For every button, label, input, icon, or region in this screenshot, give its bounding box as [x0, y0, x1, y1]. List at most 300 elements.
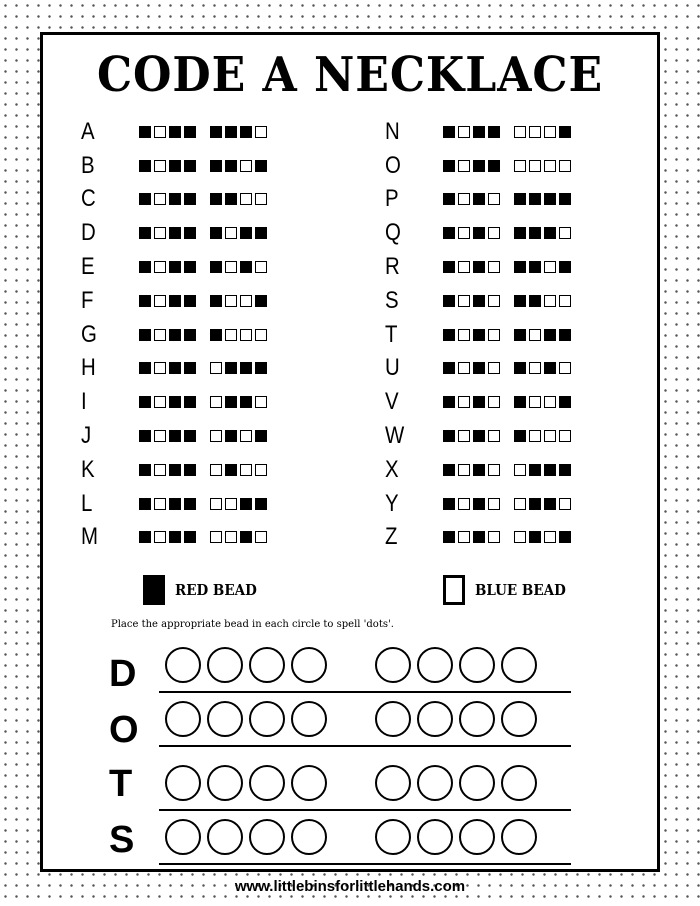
- bead-group: [210, 430, 267, 442]
- red-bead-square: [473, 531, 485, 543]
- blue-bead-square: [255, 193, 267, 205]
- bead-group: [443, 329, 500, 341]
- writing-line: [159, 809, 571, 811]
- red-bead-square: [529, 498, 541, 510]
- red-bead-square: [488, 126, 500, 138]
- red-bead-square: [169, 362, 181, 374]
- red-bead-square: [225, 464, 237, 476]
- blue-bead-square: [240, 193, 252, 205]
- red-bead-square: [225, 396, 237, 408]
- blue-bead-square: [559, 227, 571, 239]
- bead-circle[interactable]: [291, 701, 327, 737]
- blue-bead-square: [154, 464, 166, 476]
- blue-bead-square: [255, 396, 267, 408]
- blue-bead-square: [458, 261, 470, 273]
- blue-bead-square: [154, 295, 166, 307]
- bead-circle[interactable]: [291, 765, 327, 801]
- blue-bead-square: [488, 227, 500, 239]
- red-bead-square: [255, 160, 267, 172]
- code-row-e: [81, 250, 341, 284]
- red-bead-square: [559, 261, 571, 273]
- writing-line: [159, 691, 571, 693]
- bead-group: [210, 396, 267, 408]
- bead-circle[interactable]: [417, 701, 453, 737]
- red-bead-square: [473, 464, 485, 476]
- blue-bead-square: [225, 329, 237, 341]
- blue-bead-square: [240, 329, 252, 341]
- bead-group: [514, 126, 571, 138]
- bead-circle[interactable]: [375, 701, 411, 737]
- blue-bead-square: [458, 329, 470, 341]
- bead-group: [514, 498, 571, 510]
- bead-group: [443, 362, 500, 374]
- blue-bead-square: [210, 396, 222, 408]
- red-bead-square: [255, 498, 267, 510]
- blue-bead-square: [559, 498, 571, 510]
- bead-circle[interactable]: [165, 701, 201, 737]
- red-bead-square: [139, 329, 151, 341]
- red-bead-square: [169, 531, 181, 543]
- code-row-l: [81, 487, 341, 521]
- bead-group: [139, 396, 196, 408]
- red-bead-square: [184, 498, 196, 510]
- bead-group: [139, 227, 196, 239]
- code-letter: O: [385, 151, 401, 179]
- red-bead-square: [139, 464, 151, 476]
- blue-bead-square: [154, 160, 166, 172]
- code-letter: E: [81, 253, 95, 281]
- blue-bead-square: [514, 464, 526, 476]
- red-bead-square: [240, 396, 252, 408]
- red-bead-square: [514, 193, 526, 205]
- bead-circle[interactable]: [375, 647, 411, 683]
- bead-group: [443, 193, 500, 205]
- code-row-u: [385, 352, 645, 386]
- red-bead-square: [514, 362, 526, 374]
- red-bead-square: [473, 160, 485, 172]
- red-bead-square: [139, 160, 151, 172]
- red-bead-square: [544, 362, 556, 374]
- blue-bead-square: [458, 430, 470, 442]
- code-row-z: [385, 521, 645, 555]
- bead-group: [443, 498, 500, 510]
- red-bead-square: [210, 329, 222, 341]
- red-bead-square: [514, 430, 526, 442]
- code-letter: G: [81, 320, 97, 348]
- bead-circle[interactable]: [165, 819, 201, 855]
- word-row-d: [109, 647, 579, 699]
- bead-circle[interactable]: [165, 765, 201, 801]
- code-letter: A: [81, 117, 95, 145]
- bead-circle[interactable]: [165, 647, 201, 683]
- bead-circle[interactable]: [249, 647, 285, 683]
- bead-group: [443, 464, 500, 476]
- bead-group: [210, 329, 267, 341]
- bead-circle[interactable]: [207, 819, 243, 855]
- blue-bead-square: [210, 464, 222, 476]
- red-bead-square: [184, 261, 196, 273]
- bead-circle[interactable]: [375, 765, 411, 801]
- red-bead-square: [139, 396, 151, 408]
- red-bead-square: [473, 126, 485, 138]
- bead-group: [210, 362, 267, 374]
- bead-circle[interactable]: [459, 647, 495, 683]
- red-bead-square: [139, 498, 151, 510]
- bead-circle[interactable]: [291, 819, 327, 855]
- legend-blue: [443, 575, 576, 605]
- blue-bead-square: [488, 193, 500, 205]
- code-letter: Y: [385, 489, 399, 517]
- bead-circle[interactable]: [459, 701, 495, 737]
- code-row-p: [385, 183, 645, 217]
- bead-group: [443, 126, 500, 138]
- red-bead-square: [514, 329, 526, 341]
- blue-bead-square: [544, 430, 556, 442]
- legend-red: [143, 575, 266, 605]
- code-letter: L: [81, 489, 93, 517]
- code-row-v: [385, 385, 645, 419]
- blue-bead-square: [154, 126, 166, 138]
- blue-bead-square: [240, 464, 252, 476]
- code-letter: I: [81, 388, 87, 416]
- red-bead-square: [529, 193, 541, 205]
- bead-group: [443, 261, 500, 273]
- blue-bead-square: [458, 498, 470, 510]
- blue-bead-square: [458, 396, 470, 408]
- code-row-y: [385, 487, 645, 521]
- writing-line: [159, 863, 571, 865]
- red-bead-square: [184, 227, 196, 239]
- red-bead-square: [184, 362, 196, 374]
- blue-bead-square: [559, 430, 571, 442]
- code-row-s: [385, 284, 645, 318]
- legend-red-label: RED BEAD: [175, 581, 257, 599]
- blue-bead-square: [458, 227, 470, 239]
- red-bead-square: [139, 126, 151, 138]
- word-letter: D: [109, 653, 137, 695]
- blue-bead-square: [458, 531, 470, 543]
- red-bead-square: [514, 261, 526, 273]
- bead-circle[interactable]: [417, 765, 453, 801]
- code-letter: Z: [385, 523, 398, 551]
- bead-group: [139, 295, 196, 307]
- blue-bead-square: [154, 227, 166, 239]
- code-letter: F: [81, 286, 94, 314]
- code-row-m: [81, 521, 341, 555]
- red-bead-square: [184, 295, 196, 307]
- red-bead-square: [169, 396, 181, 408]
- red-bead-square: [488, 160, 500, 172]
- bead-circle[interactable]: [501, 765, 537, 801]
- red-bead-square: [225, 126, 237, 138]
- red-bead-square: [473, 295, 485, 307]
- red-bead-square: [473, 498, 485, 510]
- legend-blue-label: BLUE BEAD: [475, 581, 566, 599]
- blue-bead-square: [255, 261, 267, 273]
- bead-group: [139, 126, 196, 138]
- red-bead-square: [559, 329, 571, 341]
- red-bead-square: [139, 261, 151, 273]
- red-bead-square: [225, 430, 237, 442]
- red-bead-square: [255, 430, 267, 442]
- bead-circle[interactable]: [459, 819, 495, 855]
- red-bead-square: [184, 126, 196, 138]
- red-bead-square: [210, 160, 222, 172]
- word-row-s: [109, 819, 579, 871]
- bead-circle[interactable]: [375, 819, 411, 855]
- word-letter: T: [109, 763, 133, 805]
- red-bead-square: [169, 498, 181, 510]
- red-bead-square: [559, 126, 571, 138]
- blue-bead-square: [240, 430, 252, 442]
- red-bead-square: [443, 362, 455, 374]
- word-letter: O: [109, 709, 139, 751]
- blue-bead-square: [210, 362, 222, 374]
- code-row-g: [81, 318, 341, 352]
- bead-circle[interactable]: [249, 765, 285, 801]
- red-bead-square: [240, 261, 252, 273]
- bead-circle[interactable]: [207, 765, 243, 801]
- code-letter: B: [81, 151, 95, 179]
- red-bead-square: [184, 430, 196, 442]
- red-bead-square: [169, 329, 181, 341]
- red-bead-square: [529, 227, 541, 239]
- blue-bead-square: [154, 193, 166, 205]
- red-bead-square: [473, 329, 485, 341]
- red-bead-square: [544, 193, 556, 205]
- bead-circle[interactable]: [249, 819, 285, 855]
- bead-group: [210, 227, 267, 239]
- code-letter: M: [81, 523, 98, 551]
- writing-line: [159, 745, 571, 747]
- red-bead-square: [184, 329, 196, 341]
- code-row-w: [385, 419, 645, 453]
- code-letter: W: [385, 422, 405, 450]
- code-row-c: [81, 183, 341, 217]
- code-letter: J: [81, 422, 92, 450]
- red-bead-square: [139, 227, 151, 239]
- bead-group: [210, 126, 267, 138]
- code-row-n: [385, 115, 645, 149]
- bead-circle[interactable]: [207, 647, 243, 683]
- bead-group: [139, 329, 196, 341]
- blue-bead-square: [225, 498, 237, 510]
- blue-bead-square: [154, 261, 166, 273]
- bead-group: [443, 227, 500, 239]
- red-bead-square: [443, 498, 455, 510]
- blue-bead-square: [488, 362, 500, 374]
- bead-group: [139, 193, 196, 205]
- code-row-b: [81, 149, 341, 183]
- code-row-t: [385, 318, 645, 352]
- red-bead-square: [169, 193, 181, 205]
- red-bead-square: [544, 464, 556, 476]
- bead-group: [443, 531, 500, 543]
- blue-bead-square: [488, 295, 500, 307]
- code-row-o: [385, 149, 645, 183]
- blue-bead-square: [529, 396, 541, 408]
- bead-circles: [165, 819, 543, 855]
- worksheet: [40, 32, 660, 872]
- code-letter: H: [81, 354, 96, 382]
- red-bead-square: [169, 261, 181, 273]
- bead-circle[interactable]: [417, 647, 453, 683]
- code-letter: D: [81, 219, 96, 247]
- code-letter: U: [385, 354, 400, 382]
- bead-circle[interactable]: [459, 765, 495, 801]
- code-letter: K: [81, 455, 95, 483]
- bead-circle[interactable]: [417, 819, 453, 855]
- blue-bead-square: [529, 126, 541, 138]
- code-letter: S: [385, 286, 399, 314]
- blue-bead-square: [240, 160, 252, 172]
- blue-bead-square: [210, 430, 222, 442]
- bead-group: [139, 430, 196, 442]
- red-bead-square: [139, 430, 151, 442]
- red-bead-square: [443, 464, 455, 476]
- red-bead-square: [240, 362, 252, 374]
- red-bead-square: [544, 329, 556, 341]
- red-bead-square: [255, 295, 267, 307]
- bead-group: [514, 193, 571, 205]
- red-bead-square: [559, 531, 571, 543]
- red-bead-square: [169, 126, 181, 138]
- blue-bead-square: [154, 362, 166, 374]
- red-bead-square: [139, 193, 151, 205]
- bead-group: [210, 295, 267, 307]
- code-letter: R: [385, 253, 400, 281]
- red-bead-square: [529, 464, 541, 476]
- red-bead-square: [473, 396, 485, 408]
- red-bead-square: [184, 531, 196, 543]
- bead-group: [139, 464, 196, 476]
- blue-bead-swatch: [443, 575, 465, 605]
- blue-bead-square: [458, 362, 470, 374]
- code-row-a: [81, 115, 341, 149]
- red-bead-square: [210, 261, 222, 273]
- red-bead-square: [225, 193, 237, 205]
- blue-bead-square: [488, 261, 500, 273]
- code-letter: P: [385, 185, 399, 213]
- blue-bead-square: [529, 362, 541, 374]
- bead-group: [443, 430, 500, 442]
- code-letter: X: [385, 455, 399, 483]
- blue-bead-square: [544, 160, 556, 172]
- red-bead-square: [443, 396, 455, 408]
- blue-bead-square: [529, 329, 541, 341]
- red-bead-square: [529, 261, 541, 273]
- red-bead-square: [514, 396, 526, 408]
- bead-group: [514, 531, 571, 543]
- code-row-h: [81, 352, 341, 386]
- bead-group: [443, 396, 500, 408]
- blue-bead-square: [458, 193, 470, 205]
- blue-bead-square: [210, 531, 222, 543]
- red-bead-square: [514, 227, 526, 239]
- instruction-text: Place the appropriate bead in each circle to spell 'dots'.: [111, 619, 394, 630]
- bead-circle[interactable]: [207, 701, 243, 737]
- code-row-i: [81, 385, 341, 419]
- red-bead-square: [443, 160, 455, 172]
- bead-group: [514, 160, 571, 172]
- red-bead-square: [559, 396, 571, 408]
- bead-group: [139, 362, 196, 374]
- code-row-d: [81, 216, 341, 250]
- red-bead-square: [443, 329, 455, 341]
- red-bead-square: [529, 531, 541, 543]
- code-row-k: [81, 453, 341, 487]
- red-bead-square: [169, 160, 181, 172]
- red-bead-square: [529, 295, 541, 307]
- bead-group: [210, 193, 267, 205]
- code-row-j: [81, 419, 341, 453]
- blue-bead-square: [210, 498, 222, 510]
- blue-bead-square: [559, 160, 571, 172]
- blue-bead-square: [154, 430, 166, 442]
- bead-group: [443, 295, 500, 307]
- red-bead-square: [225, 160, 237, 172]
- blue-bead-square: [255, 126, 267, 138]
- bead-circle[interactable]: [249, 701, 285, 737]
- red-bead-square: [169, 430, 181, 442]
- blue-bead-square: [154, 531, 166, 543]
- red-bead-square: [443, 126, 455, 138]
- code-letter: V: [385, 388, 399, 416]
- blue-bead-square: [529, 430, 541, 442]
- red-bead-square: [255, 227, 267, 239]
- blue-bead-square: [544, 531, 556, 543]
- red-bead-square: [443, 193, 455, 205]
- blue-bead-square: [154, 396, 166, 408]
- bead-circle[interactable]: [501, 701, 537, 737]
- red-bead-square: [184, 464, 196, 476]
- word-row-o: [109, 701, 579, 753]
- red-bead-square: [169, 227, 181, 239]
- bead-circle[interactable]: [501, 819, 537, 855]
- blue-bead-square: [529, 160, 541, 172]
- blue-bead-square: [154, 498, 166, 510]
- code-letter: T: [385, 320, 398, 348]
- red-bead-square: [139, 531, 151, 543]
- red-bead-square: [210, 295, 222, 307]
- bead-circle[interactable]: [291, 647, 327, 683]
- blue-bead-square: [458, 160, 470, 172]
- red-bead-square: [240, 126, 252, 138]
- blue-bead-square: [544, 396, 556, 408]
- blue-bead-square: [488, 498, 500, 510]
- bead-group: [210, 160, 267, 172]
- red-bead-swatch: [143, 575, 165, 605]
- red-bead-square: [184, 396, 196, 408]
- bead-group: [210, 531, 267, 543]
- footer-url: www.littlebinsforlittlehands.com: [234, 878, 466, 895]
- red-bead-square: [169, 464, 181, 476]
- red-bead-square: [544, 498, 556, 510]
- blue-bead-square: [458, 295, 470, 307]
- bead-group: [514, 329, 571, 341]
- bead-group: [139, 531, 196, 543]
- bead-circle[interactable]: [501, 647, 537, 683]
- code-row-r: [385, 250, 645, 284]
- red-bead-square: [210, 227, 222, 239]
- bead-group: [514, 396, 571, 408]
- blue-bead-square: [544, 261, 556, 273]
- blue-bead-square: [488, 396, 500, 408]
- blue-bead-square: [544, 295, 556, 307]
- blue-bead-square: [255, 464, 267, 476]
- blue-bead-square: [544, 126, 556, 138]
- red-bead-square: [443, 430, 455, 442]
